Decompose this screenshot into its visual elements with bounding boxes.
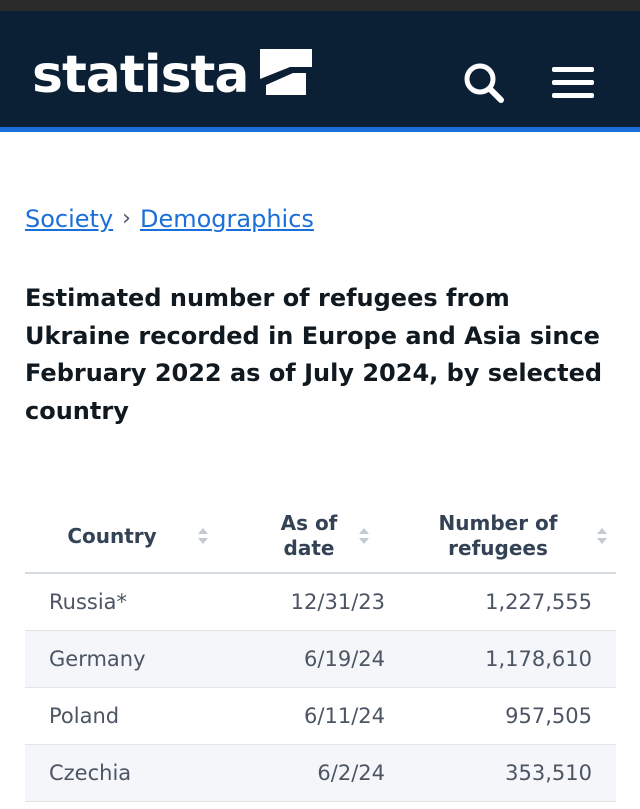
breadcrumb-separator: › (122, 206, 131, 231)
column-header-number-of-refugees[interactable] (385, 500, 616, 573)
sort-icon[interactable] (596, 527, 608, 545)
cell-refugees: 957,505 (385, 688, 616, 745)
cell-date: 6/2/24 (239, 745, 385, 802)
statista-logo[interactable] (32, 45, 312, 105)
column-label: Country (67, 523, 157, 548)
statista-logo-mark-icon (260, 49, 312, 101)
table-row (25, 688, 616, 745)
breadcrumb-society-link[interactable]: Society (25, 205, 114, 233)
cell-refugees: 1,178,610 (385, 631, 616, 688)
cell-country: Russia* (25, 573, 239, 631)
table-row (25, 631, 616, 688)
column-header-as-of-date[interactable] (239, 500, 385, 573)
page-title: Estimated number of refugees from Ukraine recorded in Europe and Asia since February 2022 as of July 2024, by selected country (25, 284, 603, 425)
cell-country: Germany (25, 631, 239, 688)
breadcrumb (25, 203, 314, 235)
cell-refugees: 353,510 (385, 745, 616, 802)
cell-country: Poland (25, 688, 239, 745)
cell-date: 6/11/24 (239, 688, 385, 745)
table-row (25, 745, 616, 802)
cell-date: 12/31/23 (239, 573, 385, 631)
search-icon[interactable] (462, 61, 506, 105)
hamburger-menu-icon[interactable] (550, 63, 596, 103)
site-header (0, 11, 640, 132)
table-row (25, 573, 616, 631)
cell-date: 6/19/24 (239, 631, 385, 688)
column-label: Number of refugees (438, 511, 558, 560)
cell-country: Czechia (25, 745, 239, 802)
column-header-country[interactable] (25, 500, 239, 573)
refugees-table (25, 500, 616, 802)
table-header-row (25, 500, 616, 573)
status-strip (0, 0, 640, 11)
breadcrumb-demographics-link[interactable]: Demographics (139, 205, 314, 233)
sort-icon[interactable] (358, 527, 370, 545)
sort-icon[interactable] (197, 527, 209, 545)
logo-wordmark: statista (32, 45, 249, 105)
column-label: As of date (280, 511, 338, 560)
cell-refugees: 1,227,555 (385, 573, 616, 631)
